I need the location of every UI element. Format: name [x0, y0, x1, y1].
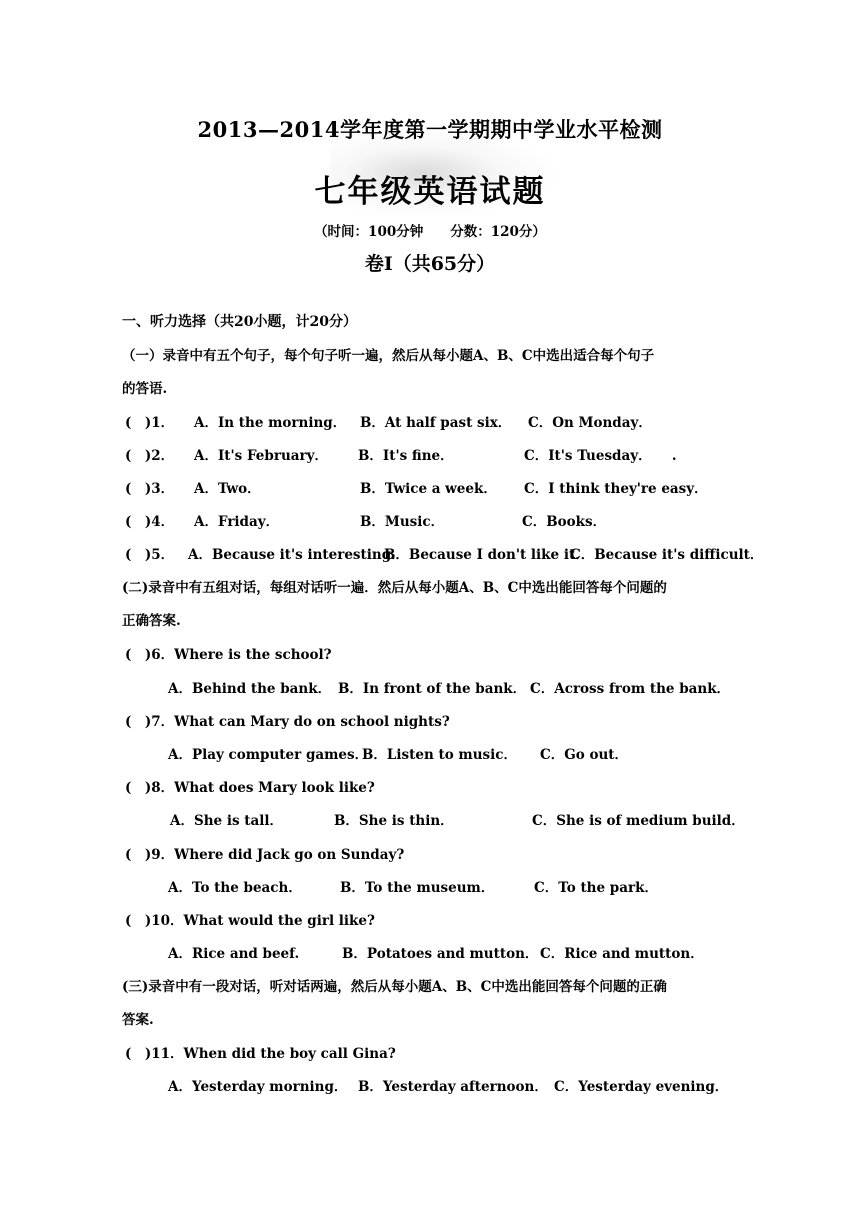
option-a: A．Rice and beef.	[168, 946, 300, 962]
question-stem: ( )6．Where is the school?	[125, 647, 332, 663]
option-c: C．Rice and mutton．	[540, 946, 704, 962]
question-stem: ( )9．Where did Jack go on Sunday?	[125, 847, 405, 863]
option-a: A．Play computer games．	[168, 747, 369, 763]
exam-subtitle: 七年级英语试题	[314, 174, 546, 210]
question-number: ( )4．	[125, 514, 175, 530]
option-b: B．Yesterday afternoon．	[358, 1079, 548, 1095]
option-b: B．In front of the bank．	[338, 681, 527, 697]
question-number: ( )3．	[125, 481, 175, 497]
option-a: A．Because it's interesting．	[188, 547, 405, 563]
option-c: C．On Monday．	[528, 415, 652, 431]
option-b: B．To the museum．	[340, 880, 495, 896]
option-a: A．Two．	[194, 481, 261, 497]
question-number: ( )5．	[125, 547, 175, 563]
option-a: A．It's February．	[194, 448, 328, 464]
question-stem: ( )7．What can Mary do on school nights?	[125, 714, 450, 730]
part1-instruction-cont: 的答语.	[122, 381, 168, 397]
option-b: B．At half past six．	[360, 415, 512, 431]
question-stem: ( )8．What does Mary look like?	[125, 780, 375, 796]
exam-meta: （时间：100分钟 分数：120分）	[314, 224, 546, 240]
option-c: C．I think they're easy．	[524, 481, 708, 497]
question-stem: ( )10．What would the girl like?	[125, 913, 375, 929]
option-c: C．It's Tuesday． .	[524, 448, 677, 464]
question-number: ( )2．	[125, 448, 175, 464]
option-c: C．Books．	[522, 514, 607, 530]
option-b: B．Twice a week．	[360, 481, 497, 497]
option-a: A．Behind the bank．	[168, 681, 332, 697]
option-c: C．She is of medium build．	[532, 813, 745, 829]
option-c: C．Across from the bank．	[530, 681, 731, 697]
option-b: B．Listen to music．	[362, 747, 517, 763]
part3-instruction-cont: 答案.	[122, 1012, 154, 1028]
option-a: A．She is tall．	[170, 813, 283, 829]
option-c: C．To the park．	[534, 880, 658, 896]
option-a: A．Friday．	[194, 514, 280, 530]
option-a: A．Yesterday morning．	[168, 1079, 348, 1095]
question-stem: ( )11．When did the boy call Gina?	[125, 1046, 396, 1062]
part2-instruction: (二)录音中有五组对话，每组对话听一遍．然后从每小题A、B、C中选出能回答每个问题的	[122, 580, 667, 596]
exam-title: 2013—2014学年度第一学期期中学业水平检测	[197, 117, 663, 142]
question-number: ( )1．	[125, 415, 175, 431]
option-a: A．To the beach．	[168, 880, 302, 896]
option-a: A．In the morning．	[194, 415, 347, 431]
paper-heading: 卷Ⅰ（共65分）	[364, 253, 496, 275]
option-c: C．Because it's difficult．	[570, 547, 764, 563]
section-heading: 一、听力选择（共20小题，计20分）	[122, 314, 357, 330]
part2-instruction-cont: 正确答案.	[122, 613, 181, 629]
option-b: B．Potatoes and mutton．	[342, 946, 539, 962]
option-b: B．She is thin．	[334, 813, 454, 829]
option-b: B．It's fine．	[358, 448, 454, 464]
part3-instruction: (三)录音中有一段对话，听对话两遍，然后从每小题A、B、C中选出能回答每个问题的正确	[122, 979, 667, 995]
option-c: C．Yesterday evening．	[554, 1079, 729, 1095]
part1-instruction: （一）录音中有五个句子，每个句子听一遍，然后从每小题A、B、C中选出适合每个句子	[122, 348, 655, 364]
option-b: B．Music．	[360, 514, 445, 530]
option-c: C．Go out．	[540, 747, 629, 763]
option-b: B．Because I don't like it．	[384, 547, 589, 563]
